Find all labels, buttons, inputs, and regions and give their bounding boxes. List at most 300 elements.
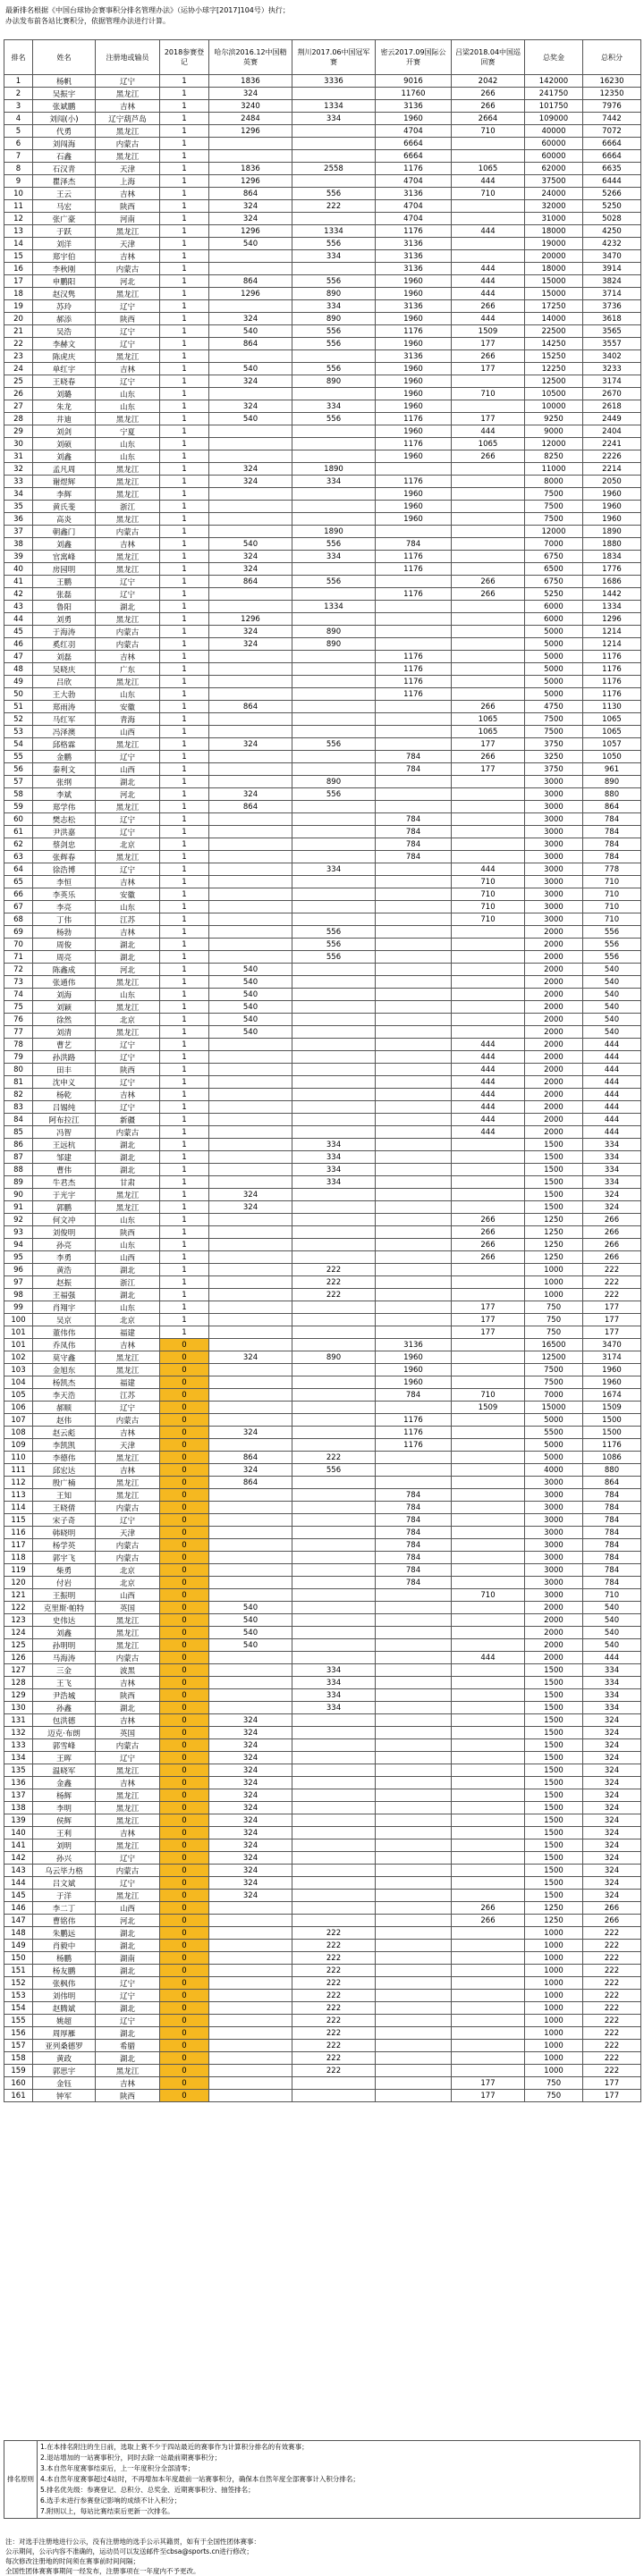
rank-cell: 151 bbox=[4, 1965, 33, 1977]
table-row bbox=[4, 1164, 641, 1176]
region-cell: 吉林 bbox=[96, 250, 160, 263]
event1-cell: 1296 bbox=[209, 175, 292, 188]
name-cell: 宋子奇 bbox=[33, 1514, 96, 1527]
prize-cell: 3750 bbox=[525, 738, 583, 751]
points-cell: 1214 bbox=[583, 626, 641, 638]
region-cell: 黑龙江 bbox=[96, 801, 160, 813]
table-row bbox=[4, 1089, 641, 1101]
table-row bbox=[4, 1276, 641, 1289]
table-row bbox=[4, 976, 641, 989]
prize-cell: 7500 bbox=[525, 1376, 583, 1389]
event4-cell bbox=[452, 1502, 525, 1514]
event1-cell bbox=[209, 1965, 292, 1977]
event2-cell bbox=[292, 1114, 376, 1126]
registration-cell: 0 bbox=[160, 2027, 209, 2040]
points-cell: 334 bbox=[583, 1139, 641, 1151]
points-cell: 1509 bbox=[583, 1402, 641, 1414]
event3-cell bbox=[376, 1126, 452, 1139]
event1-cell bbox=[209, 2002, 292, 2015]
event4-cell bbox=[452, 501, 525, 513]
rank-cell: 27 bbox=[4, 400, 33, 413]
name-cell: 金旭东 bbox=[33, 1364, 96, 1376]
registration-cell: 0 bbox=[160, 1677, 209, 1689]
name-cell: 王晖 bbox=[33, 1752, 96, 1764]
event1-cell bbox=[209, 1364, 292, 1376]
event1-cell: 324 bbox=[209, 738, 292, 751]
event4-cell: 177 bbox=[452, 2090, 525, 2102]
registration-cell: 0 bbox=[160, 2002, 209, 2015]
region-cell: 黑龙江 bbox=[96, 1814, 160, 1827]
event4-cell: 444 bbox=[452, 1101, 525, 1114]
event3-cell: 1960 bbox=[376, 113, 452, 125]
table-row bbox=[4, 388, 641, 400]
table-row bbox=[4, 438, 641, 450]
rank-cell: 55 bbox=[4, 751, 33, 763]
table-row bbox=[4, 1214, 641, 1226]
registration-cell: 1 bbox=[160, 225, 209, 238]
prize-cell: 3000 bbox=[525, 1477, 583, 1489]
table-row bbox=[4, 138, 641, 150]
registration-cell: 0 bbox=[160, 1664, 209, 1677]
rank-cell: 17 bbox=[4, 275, 33, 288]
event2-cell bbox=[292, 1001, 376, 1014]
prize-cell: 3000 bbox=[525, 788, 583, 801]
event2-cell bbox=[292, 1502, 376, 1514]
event1-cell bbox=[209, 1414, 292, 1427]
points-cell: 324 bbox=[583, 1839, 641, 1852]
registration-cell: 1 bbox=[160, 688, 209, 701]
region-cell: 湖北 bbox=[96, 776, 160, 788]
event4-cell: 266 bbox=[452, 300, 525, 313]
table-row bbox=[4, 1915, 641, 1927]
rank-cell: 148 bbox=[4, 1927, 33, 1940]
event2-cell bbox=[292, 1727, 376, 1739]
registration-cell: 1 bbox=[160, 701, 209, 713]
event2-cell bbox=[292, 1477, 376, 1489]
event2-cell bbox=[292, 713, 376, 726]
event4-cell bbox=[452, 1664, 525, 1677]
rank-cell: 42 bbox=[4, 588, 33, 601]
event3-cell bbox=[376, 1890, 452, 1902]
region-cell: 内蒙古 bbox=[96, 138, 160, 150]
event2-cell bbox=[292, 1789, 376, 1802]
table-header-row bbox=[4, 40, 641, 75]
rule-item: 1.在本排名附注的生日前，选取上赛不少于四站最近的赛事作为计算积分排名的有效赛事； bbox=[40, 2443, 309, 2451]
rank-cell: 33 bbox=[4, 476, 33, 488]
points-cell: 324 bbox=[583, 1189, 641, 1201]
event2-cell: 222 bbox=[292, 1289, 376, 1301]
prize-cell: 1500 bbox=[525, 1702, 583, 1714]
points-cell: 864 bbox=[583, 1477, 641, 1489]
prize-cell: 1500 bbox=[525, 1176, 583, 1189]
event4-cell bbox=[452, 976, 525, 989]
name-cell: 刘清 bbox=[33, 1026, 96, 1039]
event2-cell bbox=[292, 350, 376, 363]
prize-cell: 7500 bbox=[525, 713, 583, 726]
name-cell: 王远杭 bbox=[33, 1139, 96, 1151]
rank-cell: 28 bbox=[4, 413, 33, 425]
region-cell: 黑龙江 bbox=[96, 1452, 160, 1464]
event4-cell bbox=[452, 801, 525, 813]
name-cell: 李天浩 bbox=[33, 1389, 96, 1402]
points-cell: 1065 bbox=[583, 713, 641, 726]
event1-cell bbox=[209, 1176, 292, 1189]
rank-cell: 25 bbox=[4, 375, 33, 388]
region-cell: 河北 bbox=[96, 788, 160, 801]
table-row bbox=[4, 1076, 641, 1089]
name-cell: 杨凯杰 bbox=[33, 1376, 96, 1389]
table-row bbox=[4, 913, 641, 926]
region-cell: 山西 bbox=[96, 1589, 160, 1602]
event1-cell bbox=[209, 676, 292, 688]
event1-cell bbox=[209, 1677, 292, 1689]
rank-cell: 96 bbox=[4, 1264, 33, 1276]
event3-cell: 784 bbox=[376, 1489, 452, 1502]
rank-cell: 136 bbox=[4, 1777, 33, 1789]
prize-cell: 3000 bbox=[525, 1527, 583, 1539]
registration-cell: 1 bbox=[160, 1226, 209, 1239]
region-cell: 吉林 bbox=[96, 188, 160, 200]
region-cell: 山西 bbox=[96, 726, 160, 738]
event2-cell bbox=[292, 1915, 376, 1927]
prize-cell: 3000 bbox=[525, 863, 583, 876]
points-cell: 1834 bbox=[583, 551, 641, 563]
event1-cell bbox=[209, 1589, 292, 1602]
points-cell: 2404 bbox=[583, 425, 641, 438]
event2-cell bbox=[292, 1414, 376, 1427]
name-cell: 李秋刚 bbox=[33, 263, 96, 275]
table-row bbox=[4, 563, 641, 576]
registration-cell: 0 bbox=[160, 2040, 209, 2052]
points-cell: 222 bbox=[583, 2015, 641, 2027]
table-row bbox=[4, 1752, 641, 1764]
table-row bbox=[4, 1839, 641, 1852]
rank-cell: 141 bbox=[4, 1839, 33, 1852]
table-row bbox=[4, 125, 641, 138]
points-cell: 3736 bbox=[583, 300, 641, 313]
rank-cell: 67 bbox=[4, 901, 33, 913]
region-cell: 天津 bbox=[96, 163, 160, 175]
rule-item: 7.附则以上，每站比赛结束后更新一次排名。 bbox=[40, 2507, 174, 2515]
table-row bbox=[4, 1064, 641, 1076]
prize-cell: 1500 bbox=[525, 1764, 583, 1777]
event4-cell bbox=[452, 1764, 525, 1777]
registration-cell: 1 bbox=[160, 463, 209, 476]
event4-cell: 177 bbox=[452, 1314, 525, 1326]
event2-cell bbox=[292, 1489, 376, 1502]
registration-cell: 0 bbox=[160, 1452, 209, 1464]
points-cell: 540 bbox=[583, 964, 641, 976]
region-cell: 山东 bbox=[96, 989, 160, 1001]
table-row bbox=[4, 1602, 641, 1614]
event2-cell: 556 bbox=[292, 363, 376, 375]
rank-cell: 1 bbox=[4, 75, 33, 88]
event3-cell: 784 bbox=[376, 1539, 452, 1552]
registration-cell: 1 bbox=[160, 1176, 209, 1189]
rank-cell: 101 bbox=[4, 1326, 33, 1339]
name-cell: 黄浩 bbox=[33, 1264, 96, 1276]
points-cell: 444 bbox=[583, 1064, 641, 1076]
event1-cell: 324 bbox=[209, 1839, 292, 1852]
rank-cell: 158 bbox=[4, 2052, 33, 2065]
event1-cell bbox=[209, 1126, 292, 1139]
prize-cell: 14000 bbox=[525, 313, 583, 325]
points-cell: 1960 bbox=[583, 1364, 641, 1376]
prize-cell: 1000 bbox=[525, 1940, 583, 1952]
event4-cell bbox=[452, 1827, 525, 1839]
event2-cell bbox=[292, 1827, 376, 1839]
registration-cell: 1 bbox=[160, 1089, 209, 1101]
event3-cell: 1176 bbox=[376, 651, 452, 663]
points-cell: 444 bbox=[583, 1101, 641, 1114]
registration-cell: 0 bbox=[160, 1865, 209, 1877]
name-cell: 王振明 bbox=[33, 1589, 96, 1602]
event4-cell bbox=[452, 1151, 525, 1164]
registration-cell: 1 bbox=[160, 526, 209, 538]
region-cell: 湖北 bbox=[96, 601, 160, 613]
registration-cell: 1 bbox=[160, 300, 209, 313]
points-cell: 710 bbox=[583, 876, 641, 888]
event4-cell bbox=[452, 1026, 525, 1039]
event2-cell: 890 bbox=[292, 1351, 376, 1364]
registration-cell: 1 bbox=[160, 888, 209, 901]
event1-cell bbox=[209, 776, 292, 788]
name-cell: 孙洪路 bbox=[33, 1051, 96, 1064]
event4-cell bbox=[452, 375, 525, 388]
prize-cell: 20000 bbox=[525, 250, 583, 263]
rank-cell: 2 bbox=[4, 88, 33, 100]
event1-cell bbox=[209, 901, 292, 913]
event1-cell bbox=[209, 1251, 292, 1264]
rank-cell: 110 bbox=[4, 1452, 33, 1464]
region-cell: 北京 bbox=[96, 1564, 160, 1577]
event3-cell bbox=[376, 1314, 452, 1326]
event2-cell: 334 bbox=[292, 476, 376, 488]
name-cell: 杨学英 bbox=[33, 1539, 96, 1552]
name-cell: 姚超 bbox=[33, 2015, 96, 2027]
region-cell: 陕西 bbox=[96, 1689, 160, 1702]
name-cell: 杨友鹏 bbox=[33, 1965, 96, 1977]
rank-cell: 12 bbox=[4, 213, 33, 225]
table-row bbox=[4, 1865, 641, 1877]
event1-cell bbox=[209, 1977, 292, 1990]
registration-cell: 1 bbox=[160, 863, 209, 876]
name-cell: 曹铭伟 bbox=[33, 1915, 96, 1927]
rank-cell: 46 bbox=[4, 638, 33, 651]
event3-cell bbox=[376, 1965, 452, 1977]
event4-cell: 444 bbox=[452, 313, 525, 325]
table-row bbox=[4, 175, 641, 188]
event4-cell bbox=[452, 1802, 525, 1814]
rule-item: 5.排名优先级：参赛登记、总积分、总奖金、近期赛事积分、抽签排名； bbox=[40, 2486, 255, 2494]
name-cell: 吴振宇 bbox=[33, 88, 96, 100]
points-cell: 3470 bbox=[583, 250, 641, 263]
event3-cell bbox=[376, 951, 452, 964]
event1-cell bbox=[209, 1527, 292, 1539]
col-header: 吕梁2018.04中国巡回赛 bbox=[452, 40, 525, 75]
table-row bbox=[4, 1339, 641, 1351]
region-cell: 山东 bbox=[96, 450, 160, 463]
registration-cell: 1 bbox=[160, 325, 209, 338]
event3-cell: 4704 bbox=[376, 213, 452, 225]
rank-cell: 130 bbox=[4, 1702, 33, 1714]
name-cell: 邱格霖 bbox=[33, 738, 96, 751]
prize-cell: 1500 bbox=[525, 1164, 583, 1176]
prize-cell: 5000 bbox=[525, 676, 583, 688]
event2-cell: 2558 bbox=[292, 163, 376, 175]
event2-cell bbox=[292, 1439, 376, 1452]
name-cell: 田丰 bbox=[33, 1064, 96, 1076]
prize-cell: 3000 bbox=[525, 888, 583, 901]
rank-cell: 76 bbox=[4, 1014, 33, 1026]
name-cell: 刘颖 bbox=[33, 1001, 96, 1014]
region-cell: 黑龙江 bbox=[96, 463, 160, 476]
region-cell: 陕西 bbox=[96, 1064, 160, 1076]
event2-cell bbox=[292, 1076, 376, 1089]
event1-cell bbox=[209, 1264, 292, 1276]
name-cell: 肖毅中 bbox=[33, 1940, 96, 1952]
registration-cell: 0 bbox=[160, 1364, 209, 1376]
points-cell: 784 bbox=[583, 838, 641, 851]
event4-cell: 1509 bbox=[452, 1402, 525, 1414]
table-row bbox=[4, 1877, 641, 1890]
name-cell: 亚列桑德罗 bbox=[33, 2040, 96, 2052]
points-cell: 540 bbox=[583, 1001, 641, 1014]
registration-cell: 0 bbox=[160, 1464, 209, 1477]
rules-label: 排名原则 bbox=[4, 2441, 38, 2519]
prize-cell: 2000 bbox=[525, 1614, 583, 1627]
registration-cell: 0 bbox=[160, 1915, 209, 1927]
event2-cell bbox=[292, 976, 376, 989]
prize-cell: 750 bbox=[525, 2090, 583, 2102]
rank-cell: 106 bbox=[4, 1402, 33, 1414]
region-cell: 黑龙江 bbox=[96, 125, 160, 138]
table-row bbox=[4, 350, 641, 363]
table-row bbox=[4, 576, 641, 588]
event3-cell bbox=[376, 626, 452, 638]
points-cell: 3714 bbox=[583, 288, 641, 300]
registration-cell: 0 bbox=[160, 1577, 209, 1589]
event1-cell: 540 bbox=[209, 1602, 292, 1614]
registration-cell: 1 bbox=[160, 813, 209, 826]
event1-cell bbox=[209, 300, 292, 313]
table-row bbox=[4, 1802, 641, 1814]
event3-cell: 6664 bbox=[376, 138, 452, 150]
name-cell: 徐然 bbox=[33, 1014, 96, 1026]
rank-cell: 85 bbox=[4, 1126, 33, 1139]
name-cell: 刘俊明 bbox=[33, 1226, 96, 1239]
event4-cell: 177 bbox=[452, 338, 525, 350]
points-cell: 1890 bbox=[583, 526, 641, 538]
event4-cell bbox=[452, 638, 525, 651]
event4-cell: 444 bbox=[452, 1051, 525, 1064]
event3-cell bbox=[376, 1627, 452, 1639]
points-cell: 1960 bbox=[583, 1376, 641, 1389]
points-cell: 880 bbox=[583, 788, 641, 801]
event4-cell bbox=[452, 1602, 525, 1614]
region-cell: 北京 bbox=[96, 838, 160, 851]
points-cell: 556 bbox=[583, 926, 641, 939]
registration-cell: 1 bbox=[160, 663, 209, 676]
rank-cell: 73 bbox=[4, 976, 33, 989]
table-row bbox=[4, 2015, 641, 2027]
table-row bbox=[4, 776, 641, 788]
prize-cell: 18000 bbox=[525, 225, 583, 238]
prize-cell: 1000 bbox=[525, 2002, 583, 2015]
points-cell: 710 bbox=[583, 901, 641, 913]
event1-cell bbox=[209, 2040, 292, 2052]
rank-cell: 150 bbox=[4, 1952, 33, 1965]
points-cell: 266 bbox=[583, 1226, 641, 1239]
prize-cell: 17250 bbox=[525, 300, 583, 313]
name-cell: 郭思宇 bbox=[33, 2065, 96, 2077]
table-row bbox=[4, 1014, 641, 1026]
event2-cell bbox=[292, 813, 376, 826]
registration-cell: 1 bbox=[160, 288, 209, 300]
points-cell: 444 bbox=[583, 1076, 641, 1089]
region-cell: 黑龙江 bbox=[96, 1839, 160, 1852]
event2-cell: 556 bbox=[292, 188, 376, 200]
event3-cell bbox=[376, 1689, 452, 1702]
points-cell: 222 bbox=[583, 1940, 641, 1952]
points-cell: 324 bbox=[583, 1827, 641, 1839]
prize-cell: 19000 bbox=[525, 238, 583, 250]
event1-cell bbox=[209, 450, 292, 463]
table-row bbox=[4, 1502, 641, 1514]
event4-cell: 444 bbox=[452, 1114, 525, 1126]
event3-cell: 4704 bbox=[376, 200, 452, 213]
rank-cell: 36 bbox=[4, 513, 33, 526]
event3-cell: 784 bbox=[376, 763, 452, 776]
event4-cell bbox=[452, 1789, 525, 1802]
event2-cell bbox=[292, 588, 376, 601]
event2-cell bbox=[292, 1739, 376, 1752]
name-cell: 杨帆 bbox=[33, 75, 96, 88]
event2-cell bbox=[292, 1089, 376, 1101]
registration-cell: 0 bbox=[160, 1940, 209, 1952]
table-row bbox=[4, 1001, 641, 1014]
prize-cell: 7500 bbox=[525, 513, 583, 526]
region-cell: 山东 bbox=[96, 1214, 160, 1226]
rank-cell: 7 bbox=[4, 150, 33, 163]
rank-cell: 134 bbox=[4, 1752, 33, 1764]
table-row bbox=[4, 989, 641, 1001]
rank-cell: 54 bbox=[4, 738, 33, 751]
event3-cell bbox=[376, 776, 452, 788]
points-cell: 222 bbox=[583, 2027, 641, 2040]
name-cell: 莫守鑫 bbox=[33, 1351, 96, 1364]
registration-cell: 1 bbox=[160, 576, 209, 588]
event2-cell bbox=[292, 513, 376, 526]
rank-cell: 63 bbox=[4, 851, 33, 863]
registration-cell: 0 bbox=[160, 1376, 209, 1389]
event3-cell: 784 bbox=[376, 1552, 452, 1564]
event2-cell: 334 bbox=[292, 1664, 376, 1677]
event1-cell: 540 bbox=[209, 964, 292, 976]
points-cell: 334 bbox=[583, 1677, 641, 1689]
event4-cell bbox=[452, 1514, 525, 1527]
region-cell: 黑龙江 bbox=[96, 1189, 160, 1201]
prize-cell: 2000 bbox=[525, 1602, 583, 1614]
name-cell: 柴勇 bbox=[33, 1564, 96, 1577]
rank-cell: 113 bbox=[4, 1489, 33, 1502]
rank-cell: 11 bbox=[4, 200, 33, 213]
event4-cell bbox=[452, 651, 525, 663]
event2-cell bbox=[292, 1064, 376, 1076]
prize-cell: 2000 bbox=[525, 1101, 583, 1114]
event4-cell bbox=[452, 1427, 525, 1439]
rank-cell: 43 bbox=[4, 601, 33, 613]
